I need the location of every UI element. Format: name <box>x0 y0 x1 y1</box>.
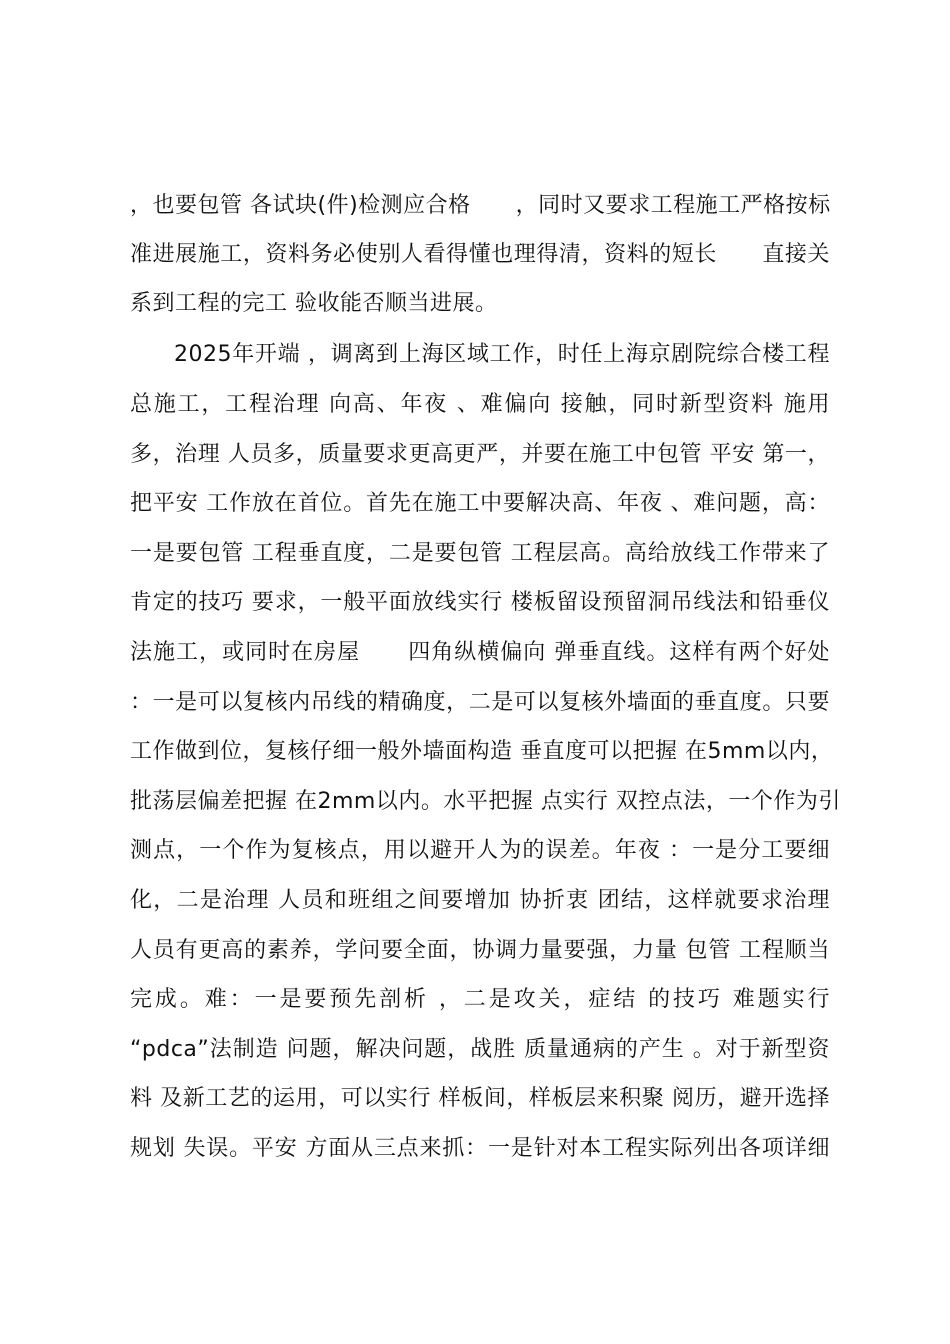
paragraph-2-line-5: 一是要包管 工程垂直度，二是要包管 工程层高。高给放线工作带来了 <box>130 541 830 566</box>
paragraph-2-line-2: 总施工，工程治理 向高、年夜 、难偏向 接触，同时新型资料 施用 <box>130 392 830 417</box>
paragraph-2-line-12: 化，二是治理 人员和班组之间要增加 协折衷 团结，这样就要求治理 <box>130 888 830 913</box>
paragraph-1-line-1: ，也要包管 各试块(件)检测应合格 ，同时又要求工程施工严格按标 <box>130 193 831 218</box>
paragraph-2-line-15: “pdca”法制造 问题，解决问题，战胜 质量通病的产生 。对于新型资 <box>130 1037 830 1062</box>
paragraph-2-line-9: 工作做到位，复核仔细一般外墙面构造 垂直度可以把握 在5mm以内， <box>130 739 834 764</box>
paragraph-2-line-1: 2025年开端 ，调离到上海区域工作，时任上海京剧院综合楼工程 <box>174 342 830 367</box>
paragraph-1-line-2: 准进展施工，资料务必使别人看得懂也理得清，资料的短长 直接关 <box>130 242 830 267</box>
paragraph-2-line-3: 多，治理 人员多，质量要求更高更严，并要在施工中包管 平安 第一， <box>130 442 830 467</box>
paragraph-2-line-7: 法施工，或同时在房屋 四角纵横偏向 弹垂直线。这样有两个好处 <box>130 640 830 665</box>
paragraph-2-line-8: ：一是可以复核内吊线的精确度，二是可以复核外墙面的垂直度。只要 <box>130 690 830 715</box>
paragraph-2-line-4: 把平安 工作放在首位。首先在施工中要解决高、年夜 、难问题，高： <box>130 491 830 516</box>
paragraph-2-line-14: 完成。难：一是要预先剖析 ，二是攻关，症结 的技巧 难题实行 <box>130 987 830 1012</box>
paragraph-2-line-17: 规划 失误。平安 方面从三点来抓：一是针对本工程实际列出各项详细 <box>130 1136 830 1161</box>
paragraph-2-line-6: 肯定的技巧 要求，一般平面放线实行 楼板留设预留洞吊线法和铅垂仪 <box>130 590 830 615</box>
paragraph-2-line-10: 批荡层偏差把握 在2mm以内。水平把握 点实行 双控点法，一个作为引 <box>130 789 841 814</box>
paragraph-2-line-16: 料 及新工艺的运用，可以实行 样板间，样板层来积聚 阅历，避开选择 <box>130 1086 830 1111</box>
paragraph-1-line-3: 系到工程的完工 验收能否顺当进展。 <box>130 291 498 316</box>
paragraph-2-line-13: 人员有更高的素养，学问要全面，协调力量要强，力量 包管 工程顺当 <box>130 938 830 963</box>
paragraph-2-line-11: 测点，一个作为复核点，用以避开人为的误差。年夜 ：一是分工要细 <box>130 838 830 863</box>
